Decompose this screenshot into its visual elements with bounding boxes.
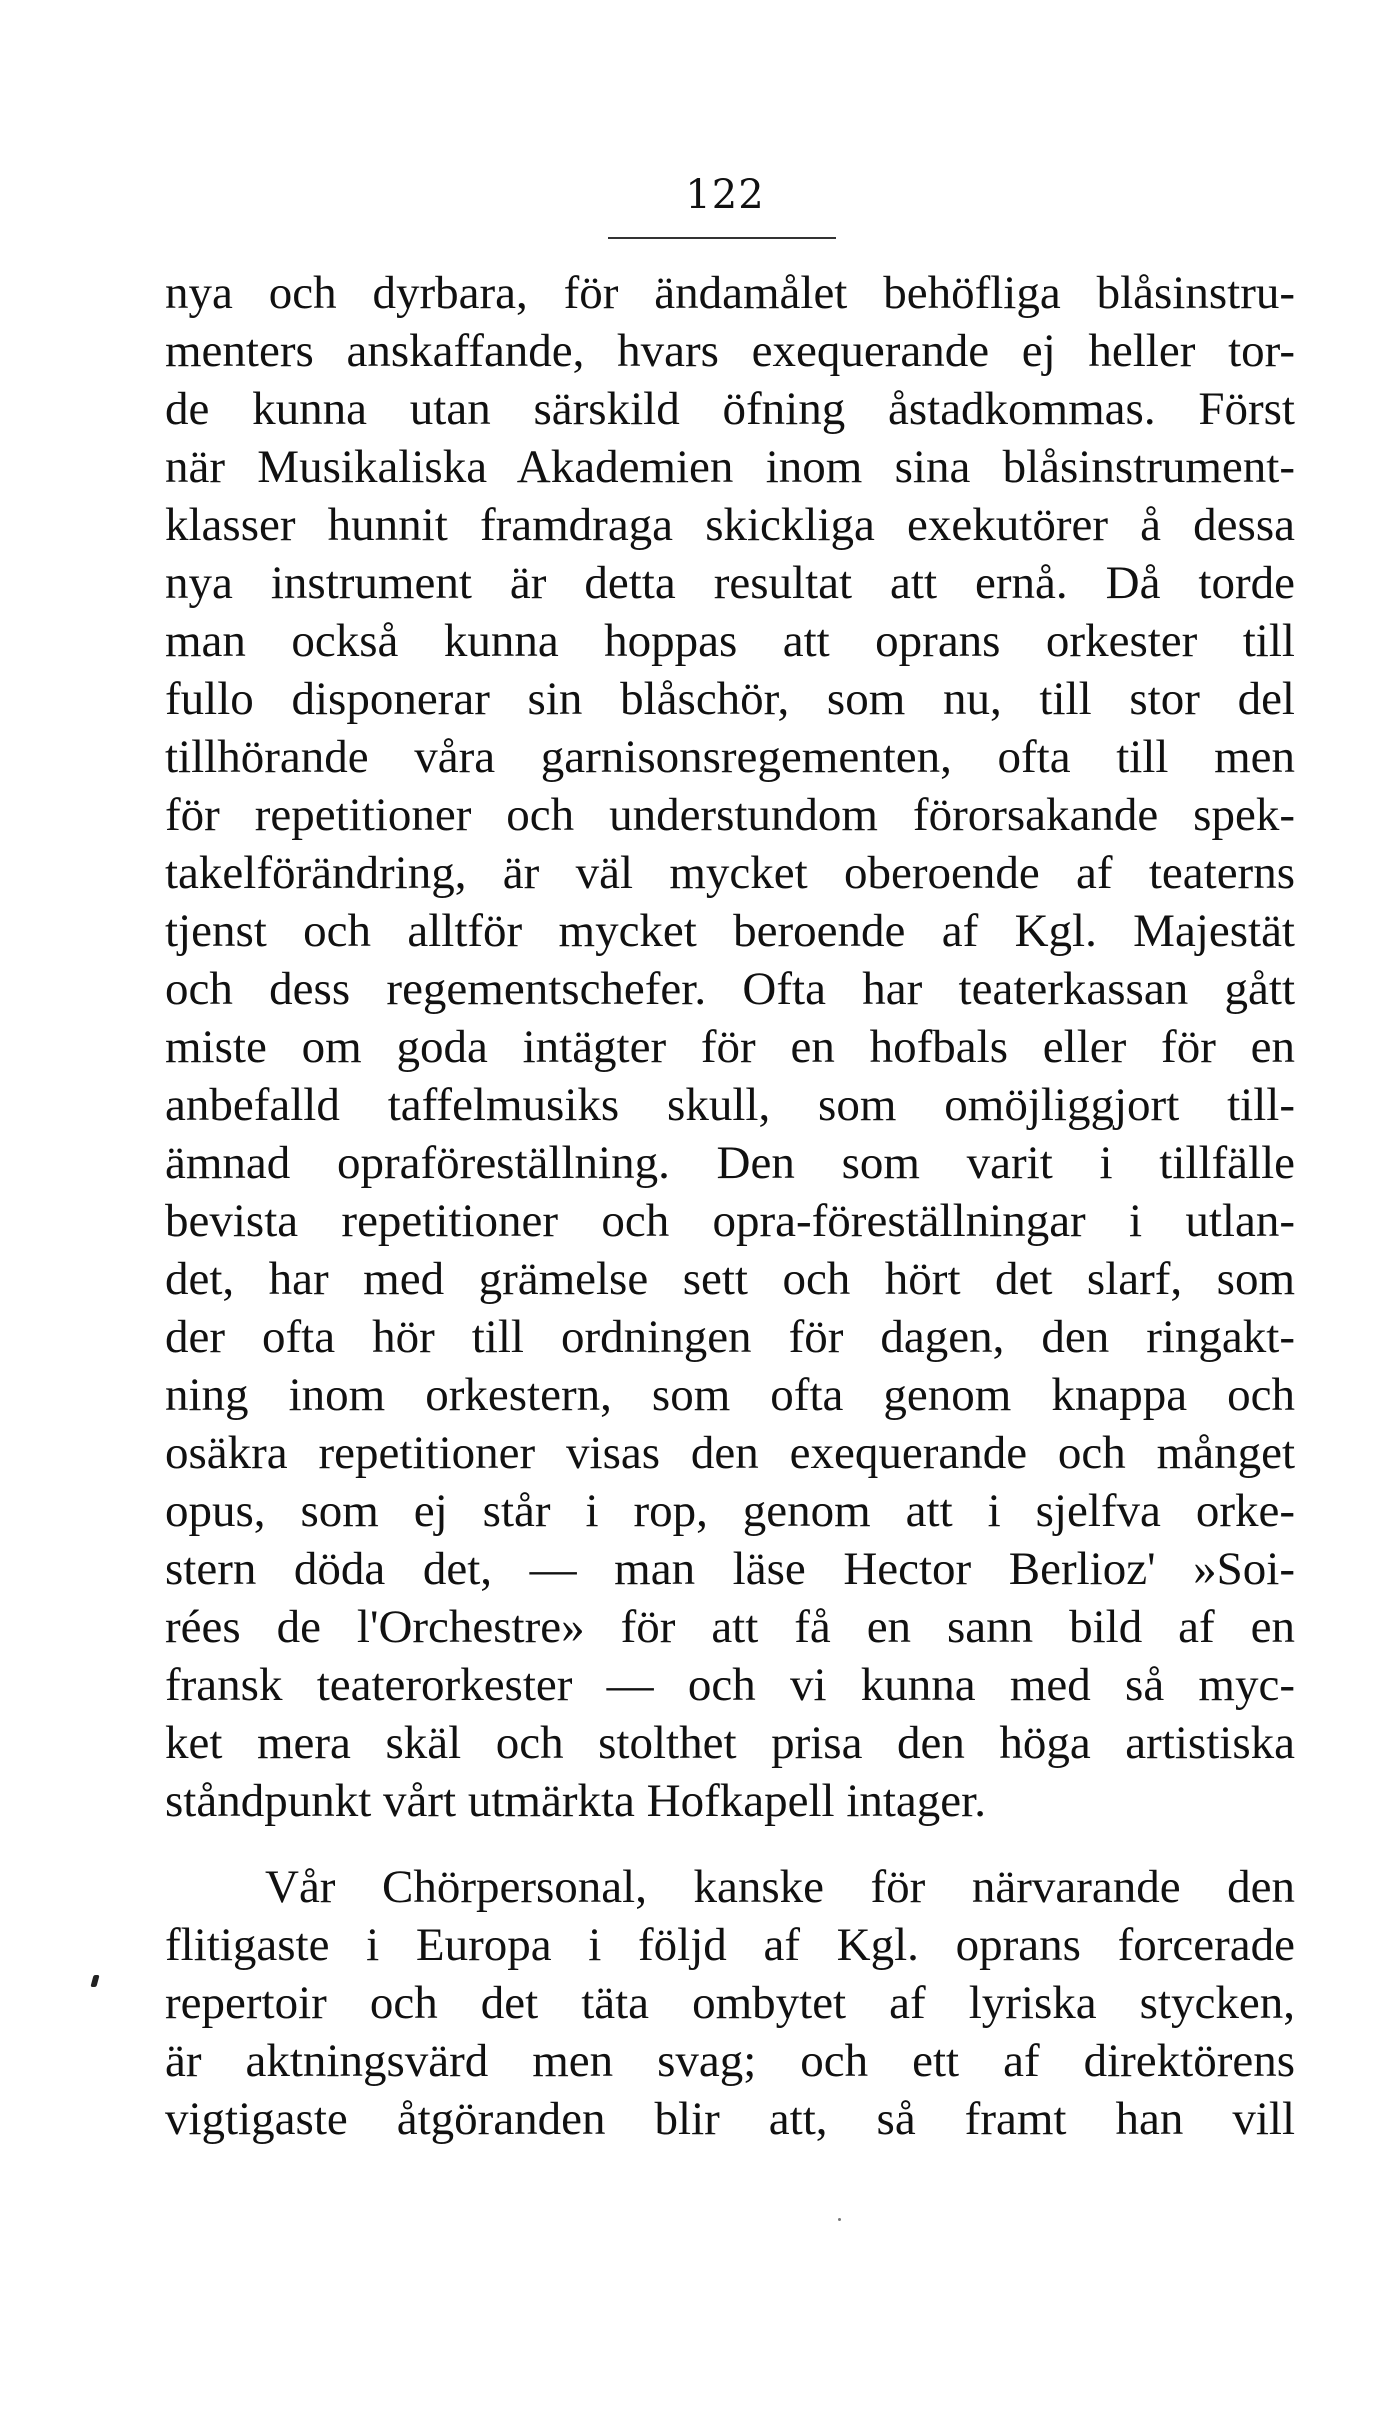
text-line: bevista repetitioner och opra-föreställningar i utlan- [165, 1195, 1295, 1247]
header-rule [608, 237, 836, 239]
text-line: osäkra repetitioner visas den exequerande och månget [165, 1427, 1295, 1479]
text-line: takelförändring, är väl mycket oberoende af teaterns [165, 847, 1295, 899]
text-line: repertoir och det täta ombytet af lyriska stycken, [165, 1977, 1295, 2029]
text-line: klasser hunnit framdraga skickliga exekutörer å dessa [165, 499, 1295, 551]
text-line: flitigaste i Europa i följd af Kgl. oprans forcerade [165, 1919, 1295, 1971]
text-line: menters anskaffande, hvars exequerande ej heller tor- [165, 325, 1295, 377]
text-line: fransk teaterorkester — och vi kunna med så myc- [165, 1659, 1295, 1711]
text-line: de kunna utan särskild öfning åstadkommas. Först [165, 383, 1295, 435]
text-line: det, har med grämelse sett och hört det slarf, som [165, 1253, 1295, 1305]
paper-speck [838, 2218, 841, 2221]
paragraph-2 [165, 1858, 1295, 2148]
text-line: rées de l'Orchestre» för att få en sann bild af en [165, 1601, 1295, 1653]
text-line: ket mera skäl och stolthet prisa den höga artistiska [165, 1717, 1295, 1769]
paragraph-1 [165, 264, 1295, 1830]
text-line: tillhörande våra garnisonsregementen, ofta till men [165, 731, 1295, 783]
text-line: tjenst och alltför mycket beroende af Kgl. Majestät [165, 905, 1295, 957]
text-line: miste om goda intägter för en hofbals eller för en [165, 1021, 1295, 1073]
text-line: Vår Chörpersonal, kanske för närvarande den [265, 1861, 1295, 1913]
text-line: fullo disponerar sin blåschör, som nu, till stor del [165, 673, 1295, 725]
ink-mark [90, 1975, 99, 1987]
text-line: ning inom orkestern, som ofta genom knappa och [165, 1369, 1295, 1421]
text-line: ämnad opraföreställning. Den som varit i tillfälle [165, 1137, 1295, 1189]
text-line: och dess regementschefer. Ofta har teaterkassan gått [165, 963, 1295, 1015]
text-line: stern döda det, — man läse Hector Berlioz' »Soi- [165, 1543, 1295, 1595]
text-line: der ofta hör till ordningen för dagen, den ringakt- [165, 1311, 1295, 1363]
text-line: ståndpunkt vårt utmärkta Hofkapell intager. [165, 1775, 986, 1827]
text-line: är aktningsvärd men svag; och ett af direktörens [165, 2035, 1295, 2087]
text-line: för repetitioner och understundom förorsakande spek- [165, 789, 1295, 841]
text-line: nya och dyrbara, för ändamålet behöfliga blåsinstru- [165, 267, 1295, 319]
text-line: man också kunna hoppas att oprans orkester till [165, 615, 1295, 667]
text-line: nya instrument är detta resultat att ernå. Då torde [165, 557, 1295, 609]
page-number: 122 [685, 172, 765, 218]
text-line: när Musikaliska Akademien inom sina blåsinstrument- [165, 441, 1295, 493]
text-line: opus, som ej står i rop, genom att i sjelfva orke- [165, 1485, 1295, 1537]
text-line: anbefalld taffelmusiks skull, som omöjliggjort till- [165, 1079, 1295, 1131]
text-line: vigtigaste åtgöranden blir att, så framt han vill [165, 2093, 1295, 2145]
